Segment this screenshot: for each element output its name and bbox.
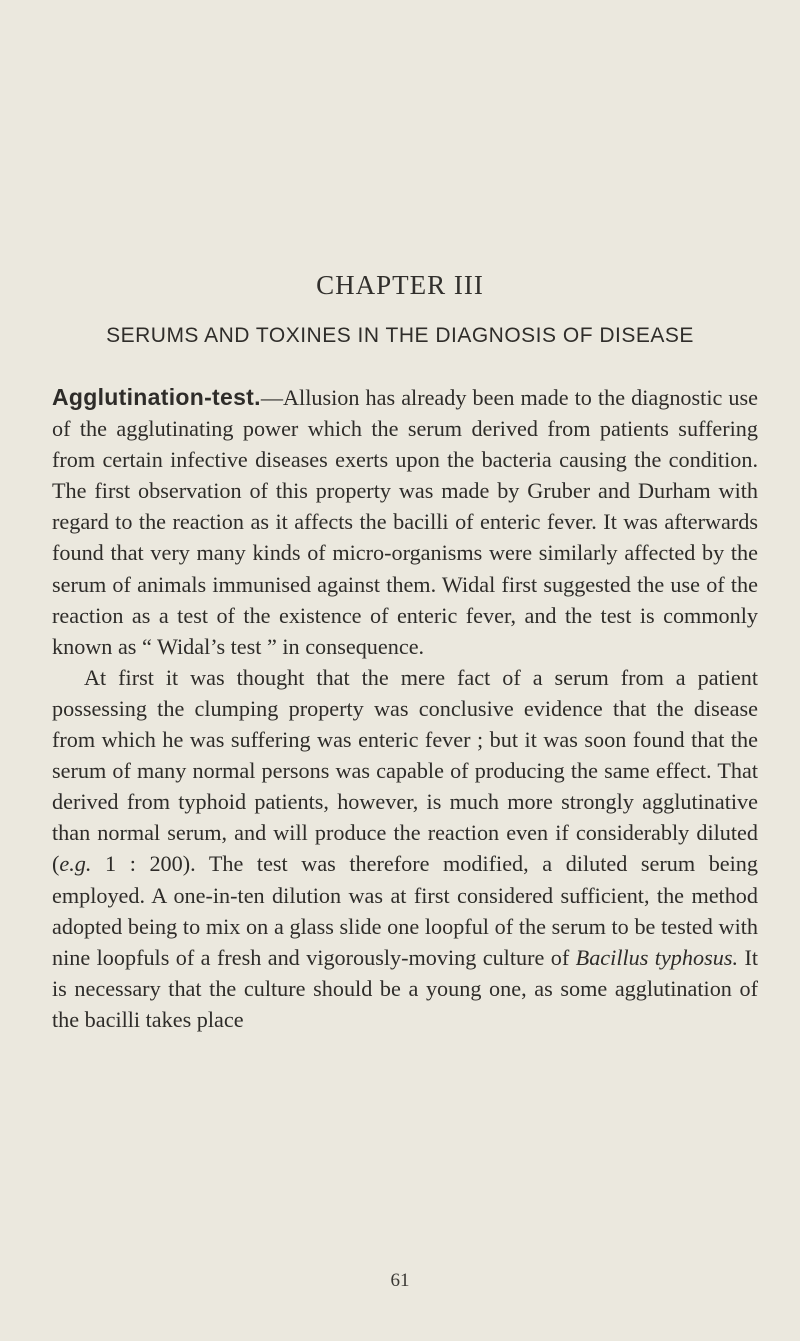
paragraph-1-text: —Allusion has already been made to the diagnostic use of the agglutinating power which the serum derived from patients suffering from certain infective diseases exerts upon the bacteria causing the condition. The first observation of this property was made by Gruber and Durham with regard to the reaction as it affects the bacilli of enteric fever. It was afterwards found that very many kinds of micro-organisms were similarly affected by the serum of animals immunised against them. Widal first suggested the use of the reaction as a test of the existence of enteric fever, and the test is commonly known as “ Widal’s test ” in consequence. <box>52 385 758 659</box>
section-heading: Agglutination-test. <box>52 384 261 410</box>
paragraph-2-text-c: It is necessary that the culture should be a young one, as some agglutination of the bacilli takes place <box>52 944 758 1032</box>
paragraph-2-text-a: At first it was thought that the mere fact of a serum from a patient possessing the clumping property was conclusive evidence that the disease from which he was suffering was enteric fever ; but it was soon found that the serum of many normal persons was capable of producing the same effect. That derived from typhoid patients, however, is much more strongly agglutinative than normal serum, and will produce the reaction even if considerably diluted ( <box>52 664 758 877</box>
body-text <box>52 382 758 1035</box>
page-number: 61 <box>390 1270 410 1291</box>
chapter-heading: CHAPTER III <box>316 270 484 300</box>
species-name: Bacillus typhosus. <box>575 944 739 970</box>
paragraph-2-eg: e.g. <box>59 851 92 877</box>
paragraph-1 <box>52 382 758 662</box>
chapter-title: SERUMS AND TOXINES IN THE DIAGNOSIS OF DISEASE <box>106 324 694 347</box>
paragraph-2 <box>52 662 758 1035</box>
paragraph-2-text-b: 1 : 200). The test was therefore modified, a diluted serum being employed. A one-in-ten dilution was at first considered sufficient, the method adopted being to mix on a glass slide one loopful of the serum to be tested with nine loopfuls of a fresh and vigorously-moving culture of <box>52 851 758 970</box>
